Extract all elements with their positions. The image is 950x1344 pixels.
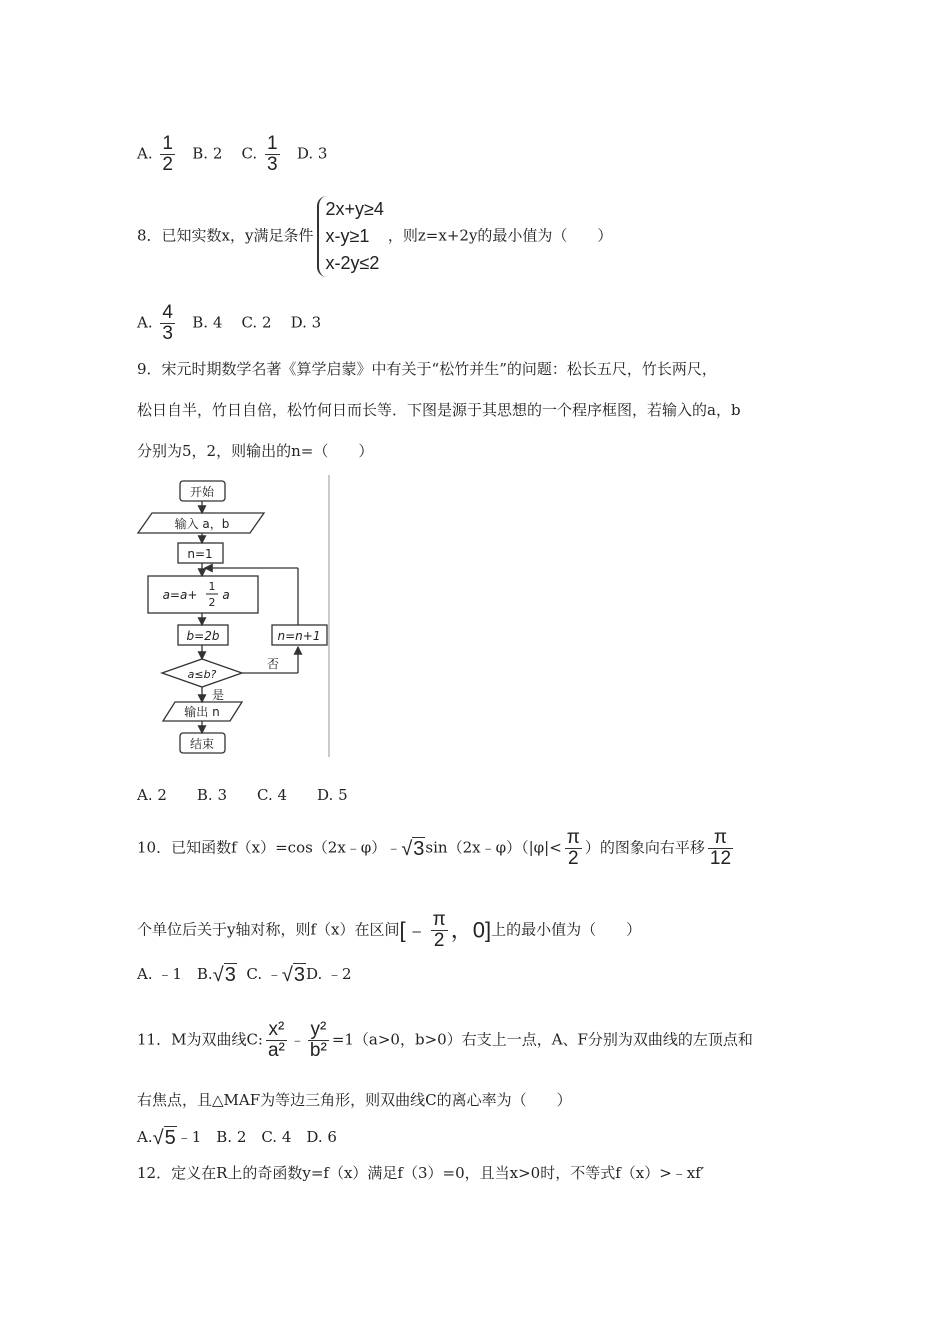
q9-options: A. 2 B. 3 C. 4 D. 5 xyxy=(137,786,348,804)
q10-interval-fraction: $\frac{\pi}{2}$ xyxy=(432,909,446,951)
q8-option-a-fraction: $\frac{4}{3}$ xyxy=(162,302,173,344)
q11-line-2: 右焦点，且△MAF为等边三角形，则双曲线C的离心率为（ ） xyxy=(137,1091,572,1109)
flow-end-text: 结束 xyxy=(189,737,215,751)
flow-update-a-den: 2 xyxy=(208,596,216,609)
q7-options: A. $\frac{1}{2}$ B. 2 C. $\frac{1}{3}$ D. 3 xyxy=(137,133,328,175)
q11-line-1: 11．M为双曲线C: $\frac{\text{x²}}{\text{a²}}$ ﹣ $\frac{\text{y²}}{\text{b²}}$ =1（a>0，b>0）右支上一点，A、F分别为双曲线的左顶点和 xyxy=(137,1019,753,1061)
q10-pi-over-2: $\frac{\pi}{2}$ xyxy=(566,827,580,869)
q12-line-1: 12．定义在R上的奇函数y=f（x）满足f（3）=0，且当x>0时，不等式f（x）>﹣xf′ xyxy=(137,1164,705,1182)
flow-update-b-text: b=2b xyxy=(186,629,220,643)
q7-option-a-fraction: $\frac{1}{2}$ xyxy=(162,133,173,175)
q9-line-3: 分别为5，2，则输出的n=（ ） xyxy=(137,442,374,460)
flow-update-a-num: 1 xyxy=(208,580,216,593)
q9-line-1: 9．宋元时期数学名著《算学启蒙》中有关于“松竹并生”的问题：松长五尺，竹长两尺， xyxy=(137,360,717,378)
q10-sqrt: √3 xyxy=(401,837,425,860)
flow-no-label: 否 xyxy=(266,657,280,671)
flow-init-text: n=1 xyxy=(187,547,213,561)
flow-input-text: 输入 a，b xyxy=(174,517,230,531)
flow-update-a-right: a xyxy=(222,588,230,602)
q10-pi-over-12: $\frac{\pi}{12}$ xyxy=(709,827,732,869)
flow-start-text: 开始 xyxy=(189,485,215,499)
flow-condition-text: a≤b? xyxy=(187,668,217,681)
flow-output-text: 输出 n xyxy=(184,705,220,719)
q10-line-1: 10．已知函数f（x）=cos（2x﹣φ）﹣√3sin（2x﹣φ）（|φ|< $\frac{\pi}{2}$ ）的图象向右平移 $\frac{\pi}{12}$ xyxy=(137,827,732,869)
q9-line-2: 松日自半，竹日自倍，松竹何日而长等．下图是源于其思想的一个程序框图，若输入的a，b xyxy=(137,401,741,419)
q10-line-2: 个单位后关于y轴对称，则f（x）在区间[﹣ $\frac{\pi}{2}$ ，0]上的最小值为（ ） xyxy=(137,909,642,951)
q10-options: A. ﹣1 B.√3 C. ﹣√3D. ﹣2 xyxy=(137,964,352,986)
flow-increment-text: n=n+1 xyxy=(277,629,321,643)
q11-options: A.√5﹣1 B. 2 C. 4 D. 6 xyxy=(137,1127,337,1149)
q8-constraint-system: 2x+y≥4 x-y≥1 x-2y≤2 xyxy=(317,196,383,277)
q11-x2-over-a2: $\frac{\text{x²}}{\text{a²}}$ xyxy=(267,1019,285,1061)
q8-options: A. $\frac{4}{3}$ B. 4 C. 2 D. 3 xyxy=(137,302,322,344)
q9-flowchart xyxy=(130,475,340,760)
flow-yes-label: 是 xyxy=(211,688,225,702)
flow-update-a-left: a=a+ xyxy=(162,588,198,602)
q8-question: 8．已知实数x，y满足条件 2x+y≥4 x-y≥1 x-2y≤2 ，则z=x+2y的最小值为（ ） xyxy=(137,196,612,277)
q7-option-c-fraction: $\frac{1}{3}$ xyxy=(266,133,278,175)
q11-y2-over-b2: $\frac{\text{y²}}{\text{b²}}$ xyxy=(309,1019,327,1061)
